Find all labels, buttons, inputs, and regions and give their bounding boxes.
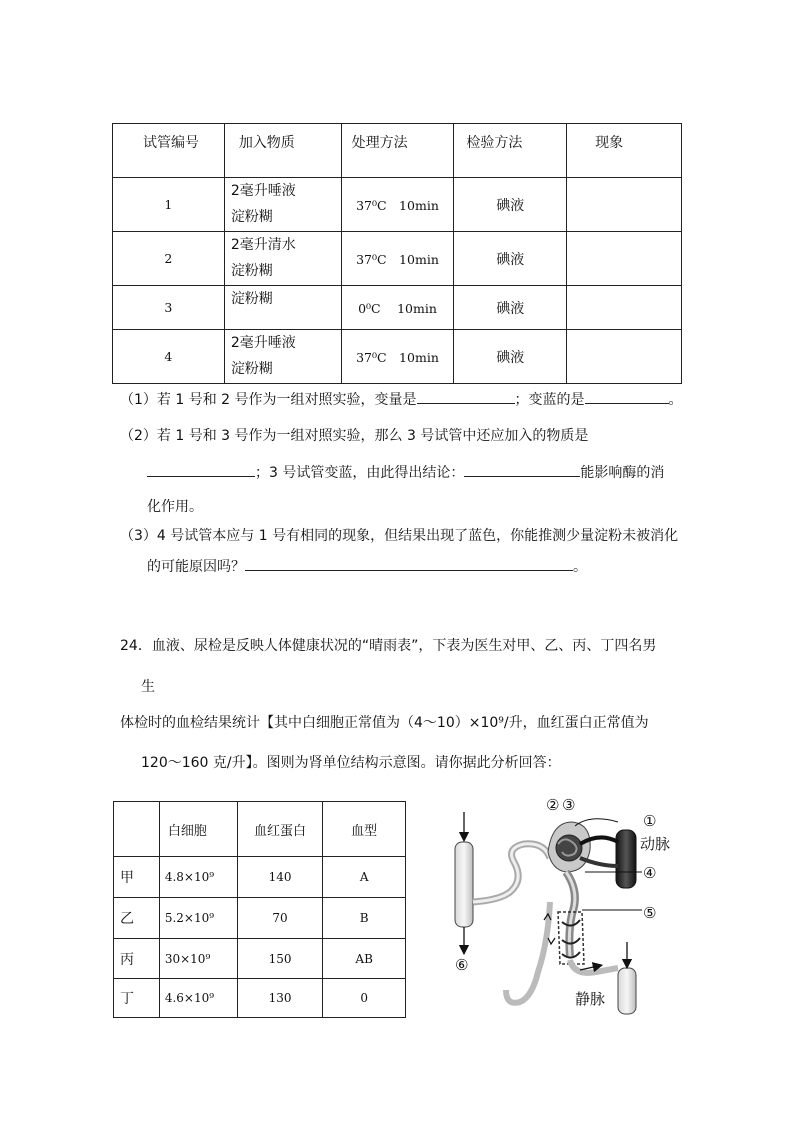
tube-method: 37⁰C 10min <box>341 330 454 384</box>
header-cell: 白细胞 <box>159 802 237 857</box>
q24-line3: 体检时的血检结果统计【其中白细胞正常值为（4～10）×10⁹/升，血红蛋白正常值为 <box>120 715 649 731</box>
answer-blank[interactable] <box>585 389 669 404</box>
tube-test: 碘液 <box>454 178 567 232</box>
table-row <box>113 178 682 232</box>
table-header-row <box>113 124 682 178</box>
question-2-line2: ；3 号试管变蓝，由此得出结论： 能影响酶的消 <box>147 462 664 483</box>
tube-result <box>567 330 682 384</box>
question-3-line1: （3）4 号试管本应与 1 号有相同的现象，但结果出现了蓝色，你能推测少量淀粉未被消化 <box>120 528 679 544</box>
label-1: ① <box>643 812 657 830</box>
wbc-value: 30×10⁹ <box>159 939 237 979</box>
label-3: ③ <box>562 796 576 814</box>
tube-number: 4 <box>113 330 225 384</box>
label-6: ⑥ <box>455 956 469 974</box>
nephron-diagram <box>440 792 690 1022</box>
q24-line2: 生 <box>141 679 155 695</box>
tube-substance: 淀粉糊 <box>224 286 341 330</box>
header-cell: 处理方法 <box>341 124 454 178</box>
tube-method: 37⁰C 10min <box>341 232 454 286</box>
hb-value: 70 <box>237 898 323 939</box>
experiment-table <box>112 123 682 384</box>
glomerulus <box>556 835 582 861</box>
label-2: ② <box>546 796 560 814</box>
blood-type: B <box>323 898 406 939</box>
question-2-line3: 化作用。 <box>147 499 203 515</box>
header-cell: 现象 <box>567 124 682 178</box>
wbc-value: 4.8×10⁹ <box>159 857 237 898</box>
answer-blank[interactable] <box>245 556 573 571</box>
tube-result <box>567 232 682 286</box>
tube-test: 碘液 <box>454 232 567 286</box>
header-cell: 血红蛋白 <box>237 802 323 857</box>
label-5: ⑤ <box>643 904 657 922</box>
header-cell <box>114 802 160 857</box>
hb-value: 140 <box>237 857 323 898</box>
answer-blank[interactable] <box>417 389 515 404</box>
table-row <box>113 330 682 384</box>
student-name: 丙 <box>114 939 160 979</box>
blood-type: AB <box>323 939 406 979</box>
vein <box>618 968 636 1014</box>
wbc-value: 4.6×10⁹ <box>159 979 237 1018</box>
tube-number: 1 <box>113 178 225 232</box>
student-name: 丁 <box>114 979 160 1018</box>
tube-method: 0⁰C 10min <box>341 286 454 330</box>
q24-line1: 24．血液、尿检是反映人体健康状况的“晴雨表”，下表为医生对甲、乙、丙、丁四名男 <box>120 638 657 654</box>
tube-number: 3 <box>113 286 225 330</box>
tube-substance: 2毫升唾液 淀粉糊 <box>224 178 341 232</box>
tube-result <box>567 178 682 232</box>
wbc-value: 5.2×10⁹ <box>159 898 237 939</box>
tube-method: 37⁰C 10min <box>341 178 454 232</box>
student-name: 乙 <box>114 898 160 939</box>
header-cell: 加入物质 <box>224 124 341 178</box>
table-row <box>114 898 406 939</box>
tube-test: 碘液 <box>454 330 567 384</box>
artery <box>616 830 636 888</box>
tube-number: 2 <box>113 232 225 286</box>
table-row <box>113 286 682 330</box>
blood-test-table <box>113 801 406 1018</box>
tube-substance: 2毫升清水 淀粉糊 <box>224 232 341 286</box>
blood-type: 0 <box>323 979 406 1018</box>
question-1: （1）若 1 号和 2 号作为一组对照实验，变量是 ；变蓝的是 。 <box>120 389 683 410</box>
student-name: 甲 <box>114 857 160 898</box>
header-cell: 检验方法 <box>454 124 567 178</box>
tube-test: 碘液 <box>454 286 567 330</box>
label-vein: 静脉 <box>575 990 606 1008</box>
table-row <box>114 939 406 979</box>
header-cell: 试管编号 <box>113 124 225 178</box>
header-cell: 血型 <box>323 802 406 857</box>
q24-line4: 120～160 克/升】。图则为肾单位结构示意图。请你据此分析回答： <box>141 755 561 771</box>
answer-blank[interactable] <box>464 462 580 477</box>
answer-blank[interactable] <box>147 462 255 477</box>
table-row <box>113 232 682 286</box>
hb-value: 130 <box>237 979 323 1018</box>
table-row <box>114 979 406 1018</box>
question-2-line1: （2）若 1 号和 3 号作为一组对照实验，那么 3 号试管中还应加入的物质是 <box>120 428 589 444</box>
table-header-row <box>114 802 406 857</box>
blood-type: A <box>323 857 406 898</box>
tube-substance: 2毫升唾液 淀粉糊 <box>224 330 341 384</box>
flow-arrow-icon <box>548 938 555 944</box>
tube-result <box>567 286 682 330</box>
hb-value: 150 <box>237 939 323 979</box>
label-artery: 动脉 <box>640 835 671 853</box>
collecting-duct <box>455 842 473 927</box>
table-row <box>114 857 406 898</box>
label-4: ④ <box>643 864 657 882</box>
question-3-line2: 的可能原因吗？ 。 <box>147 556 587 577</box>
